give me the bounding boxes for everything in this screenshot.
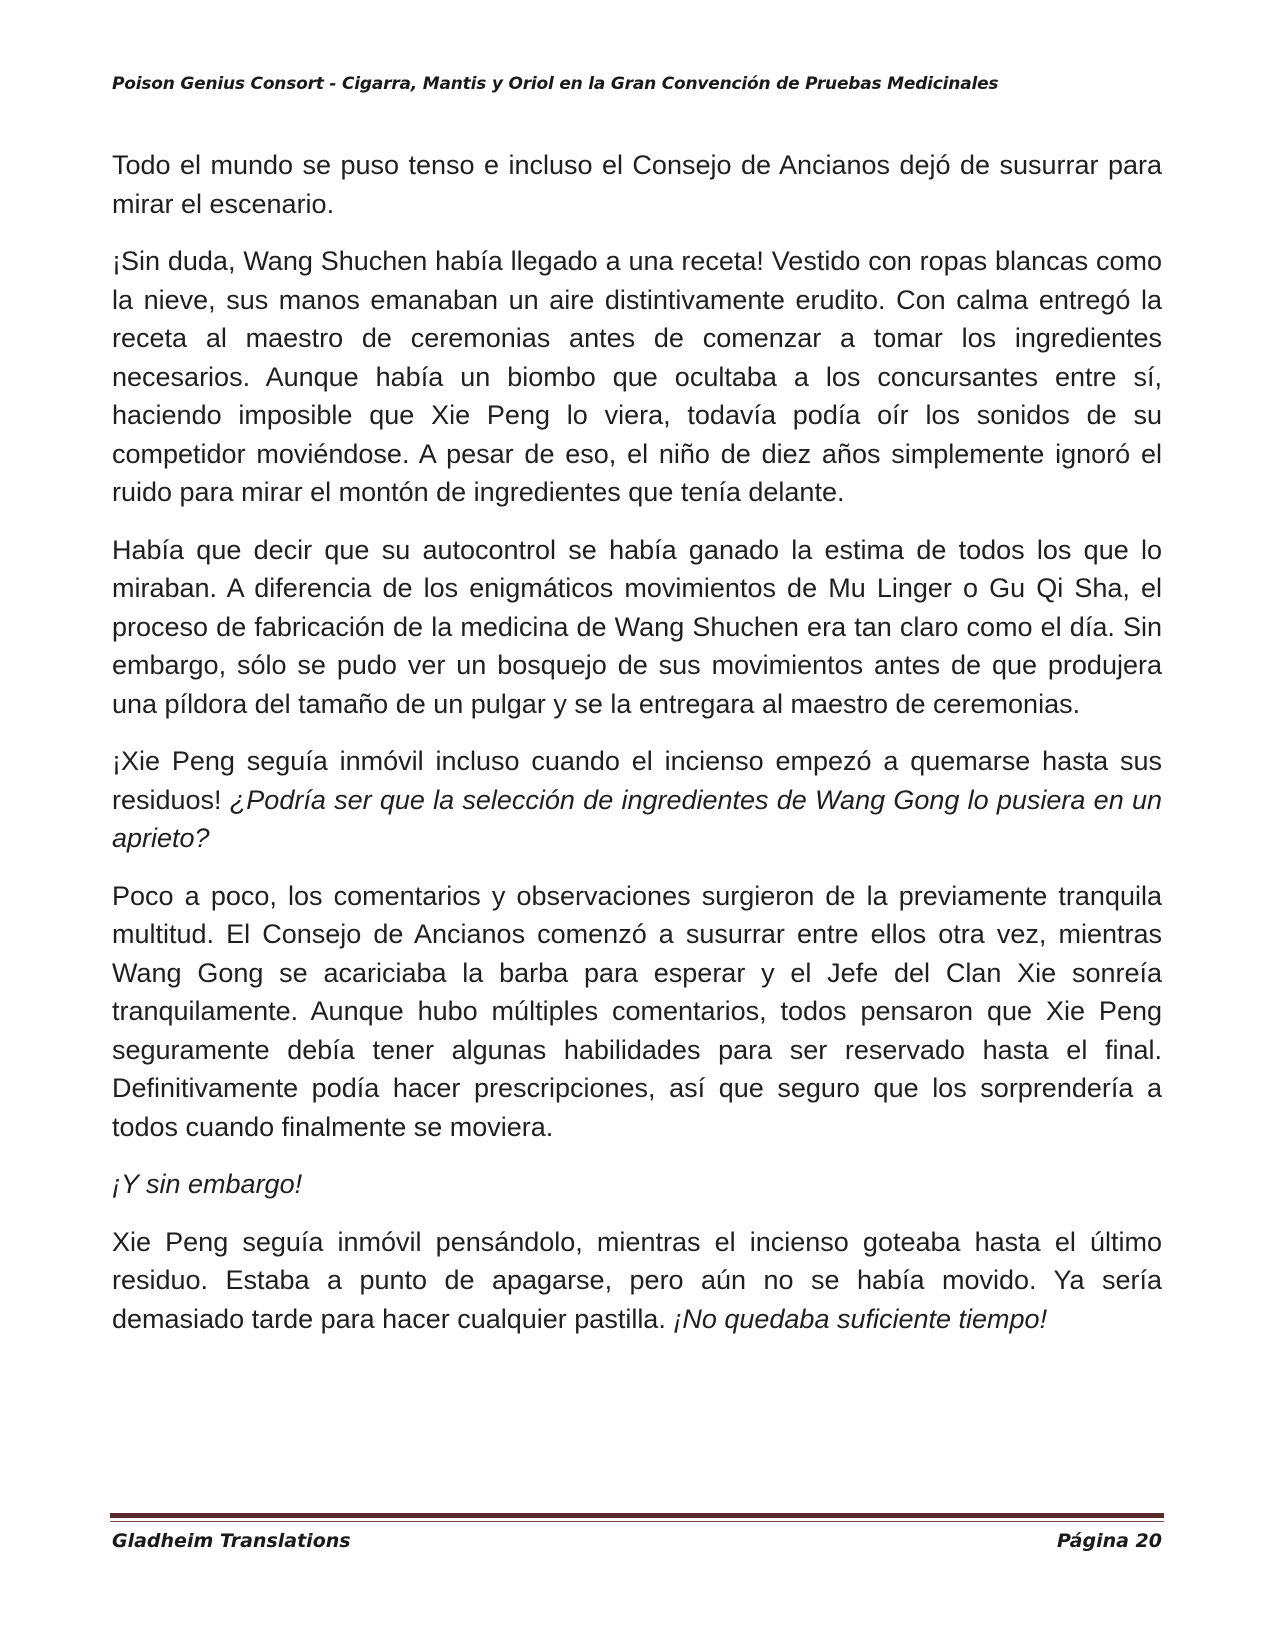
paragraph: [112, 242, 1162, 512]
text-run: Poco a poco, los comentarios y observaciones surgieron de la previamente tranquila multitud. El Consejo de Ancianos comenzó a susurrar entre ellos otra vez, mientras Wang Gong se acariciaba la barba para esperar y el Jefe del Clan Xie sonreía tranquilamente. Aunque hubo múltiples comentarios, todos pensaron que Xie Peng seguramente debía tener algunas habilidades para ser reservado hasta el final. Definitivamente podía hacer prescripciones, así que seguro que los sorprendería a todos cuando finalmente se moviera.: [112, 880, 1162, 1142]
text-run: ¡Sin duda, Wang Shuchen había llegado a una receta! Vestido con ropas blancas como la nieve, sus manos emanaban un aire distintivamente erudito. Con calma entregó la receta al maestro de ceremonias antes de comenzar a tomar los ingredientes necesarios. Aunque había un biombo que ocultaba a los concursantes entre sí, haciendo imposible que Xie Peng lo viera, todavía podía oír los sonidos de su competidor moviéndose. A pesar de eso, el niño de diez años simplemente ignoró el ruido para mirar el montón de ingredientes que tenía delante.: [112, 246, 1162, 507]
italic-text: ¡Y sin embargo!: [112, 1169, 303, 1199]
footer-rule-thin: [110, 1521, 1164, 1522]
text-run: Había que decir que su autocontrol se había ganado la estima de todos los que lo miraban. A diferencia de los enigmáticos movimientos de Mu Linger o Gu Qi Sha, el proceso de fabricación de la medicina de Wang Shuchen era tan claro como el día. Sin embargo, sólo se pudo ver un bosquejo de sus movimientos antes de que produjera una píldora del tamaño de un pulgar y se la entregara al maestro de ceremonias.: [112, 534, 1162, 719]
body-text: [112, 146, 1162, 1357]
paragraph: [112, 1223, 1162, 1339]
paragraph: [112, 146, 1162, 223]
footer-publisher: Gladheim Translations: [112, 1530, 351, 1552]
italic-text: ¿Podría ser que la selección de ingredientes de Wang Gong lo pusiera en un aprieto?: [112, 784, 1162, 853]
paragraph: [112, 742, 1162, 858]
text-run: Xie Peng seguía inmóvil pensándolo, mientras el incienso goteaba hasta el último residuo. Estaba a punto de apagarse, pero aún no se había movido. Ya sería demasiado tarde para hacer cualquier pastilla.: [112, 1226, 1162, 1334]
running-header: Poison Genius Consort - Cigarra, Mantis y Oriol en la Gran Convención de Pruebas Medicinales: [112, 74, 999, 94]
text-run: Todo el mundo se puso tenso e incluso el Consejo de Ancianos dejó de susurrar para mirar el escenario.: [112, 150, 1162, 219]
paragraph: [112, 877, 1162, 1147]
text-run: ¡Xie Peng seguía inmóvil incluso cuando el incienso empezó a quemarse hasta sus residuos!: [112, 746, 1162, 815]
paragraph: [112, 1165, 1162, 1204]
footer-page-number: Página 20: [1056, 1530, 1162, 1552]
footer-rule: [110, 1513, 1164, 1518]
paragraph: [112, 531, 1162, 724]
italic-text: ¡No quedaba suficiente tiempo!: [673, 1303, 1048, 1334]
